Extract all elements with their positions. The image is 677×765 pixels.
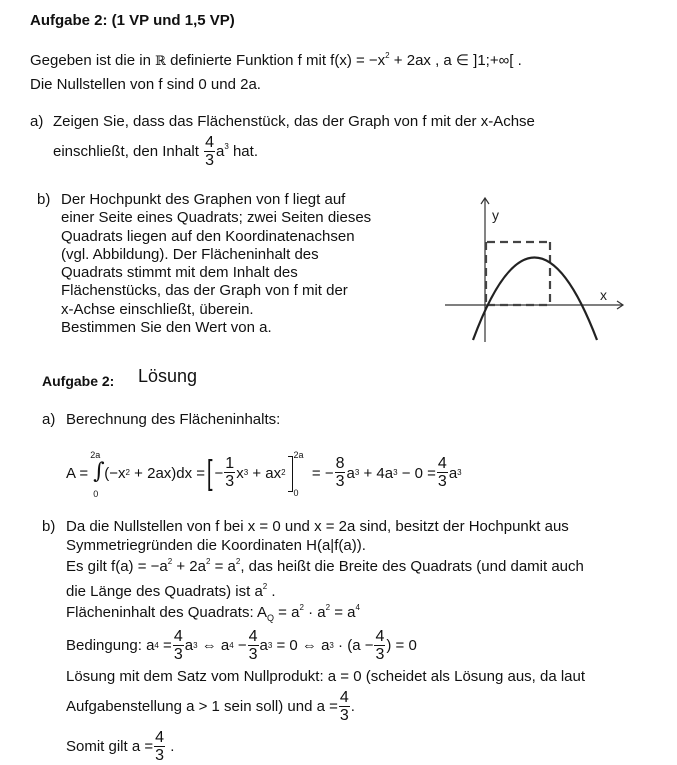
t5: − 0 =	[401, 464, 436, 482]
cond-eq: =	[163, 637, 172, 654]
frac-num: 4	[173, 628, 183, 645]
frac-den: 3	[335, 473, 345, 490]
intro-mid: definierte Funktion f mit	[170, 52, 326, 69]
frac-den: 3	[155, 747, 165, 764]
m1: = a	[278, 604, 300, 621]
task-b-line: Der Hochpunkt des Graphen von f liegt auf	[61, 191, 346, 208]
final-end: .	[170, 738, 175, 755]
task-b-label: b)	[37, 191, 51, 208]
task-a-label: a)	[30, 113, 44, 130]
line5-math	[257, 604, 360, 621]
line3-math	[111, 558, 240, 575]
fraction-4-3	[437, 456, 448, 490]
t6: a	[448, 464, 458, 482]
frac-num: 4	[437, 455, 447, 472]
solution-b-line4	[66, 583, 276, 601]
solution-heading: Aufgabe 2:	[42, 373, 115, 389]
e1: 2	[167, 557, 173, 566]
task-b-line: (vgl. Abbildung). Der Flächeninhalt des	[61, 245, 319, 263]
frac-num: 4	[205, 134, 214, 151]
integrand: (−x	[104, 464, 126, 482]
task-b-line: Flächenstücks, das der Graph von f mit der	[61, 282, 348, 300]
line4-math: a	[254, 583, 263, 600]
bracket-minus: −	[214, 464, 224, 482]
task-b-line: einer Seite eines Quadrats; zwei Seiten dieses	[61, 209, 372, 227]
solution-b-sol-line1: Lösung mit dem Satz vom Nullprodukt: a = 0 (scheidet als Lösung aus, da laut	[66, 668, 586, 685]
fraction-4-3	[204, 135, 215, 169]
parabola-curve	[473, 258, 597, 341]
fraction-4-3	[248, 629, 259, 663]
task-b-text	[61, 191, 371, 337]
fraction-4-3	[173, 629, 184, 663]
frac-num: 1	[225, 455, 235, 472]
fraction-4-3	[339, 690, 350, 724]
var-a: a	[216, 142, 225, 160]
aq-sub: Q	[266, 613, 274, 623]
solution-b-label: b)	[42, 518, 56, 535]
frac-num: 4	[155, 729, 165, 746]
frac-den: 3	[205, 152, 214, 169]
fraction-1-3	[224, 456, 235, 490]
solution-b-line1: Da die Nullstellen von f bei x = 0 und x = 2a sind, besitzt der Hochpunkt aus	[66, 518, 569, 535]
final-prefix: Somit gilt	[66, 738, 128, 755]
cond-minus: −	[237, 637, 247, 654]
y-axis-label: y	[492, 207, 499, 223]
left-bracket: [	[206, 454, 213, 492]
solution-b-line5	[66, 604, 360, 622]
intro-prefix: Gegeben ist die in	[30, 52, 151, 69]
t3: a	[346, 464, 355, 482]
sol-line2-prefix: Aufgabenstellung a > 1 sein soll) und	[66, 698, 313, 715]
frac-num: 4	[248, 628, 258, 645]
m3: = a	[334, 604, 356, 621]
frac-num: 8	[335, 455, 345, 472]
t4: + 4a	[363, 464, 394, 482]
solution-b-line2: Symmetriegründen die Koordinaten H(a|f(a)).	[66, 537, 366, 554]
condition-equation: Bedingung: a 4 = $\frac{4}{3}$ a 3 ⇔ a 4 − $\frac{4}{3}$ a 3 = 0 ⇔ a 3 · (a − $\frac{4}{3}$ ) = 0	[66, 628, 417, 663]
e2: 2	[205, 557, 211, 566]
integral-sign: ∫ 2a 0	[90, 450, 105, 499]
task-a-line2-suffix: hat.	[232, 142, 258, 160]
cond-label: Bedingung:	[66, 637, 142, 654]
task-b-line: x-Achse einschließt, überein.	[61, 300, 254, 318]
parabola-figure	[440, 190, 630, 350]
task-a-line2-prefix: einschließt, den Inhalt	[53, 142, 199, 160]
frac-den: 3	[375, 646, 385, 663]
aq: A	[256, 604, 267, 621]
line4-suffix: .	[271, 583, 276, 600]
fraction-8-3	[335, 456, 346, 490]
term1: x	[236, 464, 244, 482]
cond-paren: · (a −	[338, 637, 374, 654]
solution-a-label: a)	[42, 411, 56, 428]
task-zeros: Die Nullstellen von f sind 0 und 2a.	[30, 76, 261, 93]
line4-exp: 2	[262, 582, 268, 591]
task-a-line1: Zeigen Sie, dass das Flächenstück, das der Graph von f mit der x-Achse	[53, 113, 535, 130]
task-b-line: Bestimmen Sie den Wert von a.	[61, 319, 272, 337]
domain-of-a: a ∈ ]1;+∞[ .	[443, 52, 522, 69]
solution-a-text: Berechnung des Flächeninhalts:	[66, 411, 281, 428]
integrand-rest: + 2ax)dx =	[134, 464, 206, 482]
evaluation-bracket	[286, 450, 304, 498]
eq-lhs: A =	[66, 464, 89, 482]
task-title: Aufgabe 2: (1 VP und 1,5 VP)	[30, 12, 235, 29]
solution-heading-suffix: Lösung	[138, 366, 198, 386]
exp: 3	[224, 141, 229, 151]
eval-upper: 2a	[293, 450, 304, 460]
frac-num: 4	[339, 689, 349, 706]
frac-num: 4	[375, 628, 385, 645]
solution-b-final	[66, 729, 174, 765]
e2: 2	[325, 603, 331, 612]
solution-b-sol-line2	[66, 689, 355, 725]
m1: f(a) = −a	[111, 558, 168, 575]
m2: + 2a	[176, 558, 206, 575]
line3-prefix: Es gilt	[66, 558, 107, 575]
solution-b-line3	[66, 558, 584, 576]
cond-a: a	[146, 637, 155, 654]
frac-den: 3	[173, 646, 183, 663]
function-def-text: f(x) = −x	[330, 52, 386, 69]
line4-prefix: die Länge des Quadrats) ist	[66, 583, 251, 600]
e3: 2	[235, 557, 241, 566]
task-intro	[30, 52, 522, 71]
cond-iff1: ⇔ a	[201, 637, 230, 654]
eval-lower: 0	[293, 488, 299, 498]
task-a-line2	[53, 135, 258, 169]
task-b-line: Quadrats stimmt mit dem Inhalt des	[61, 264, 298, 282]
eq2: = −	[311, 464, 334, 482]
function-definition	[330, 52, 439, 69]
cond-a3: a	[184, 637, 194, 654]
m3: = a	[214, 558, 236, 575]
cond-zero: = 0 ⇔ a	[276, 637, 330, 654]
function-def-exp: 2	[385, 51, 390, 60]
sol-line2-end: .	[350, 698, 355, 715]
term2: + ax	[252, 464, 282, 482]
frac-den: 3	[339, 707, 349, 724]
integral-equation: A = ∫ 2a 0 (−x 2 + 2ax)dx = [ − $\frac{1}{3}$ x 3 + ax 2 2a 0 = − $\frac{8}{3}$ a 3 + 4a 3 − 0 = $\frac{4}{3}$ a 3	[66, 450, 462, 499]
frac-den: 3	[248, 646, 258, 663]
frac-den: 3	[437, 473, 447, 490]
int-upper: 2a	[90, 450, 101, 460]
function-def-rest: + 2ax ,	[393, 52, 440, 69]
line3-suffix: , das heißt die Breite des Quadrats (und damit auch	[240, 558, 584, 575]
cond-a3b: a	[259, 637, 268, 654]
sol-line2-math: a =	[316, 698, 338, 715]
cond-end: ) = 0	[386, 637, 417, 654]
int-lower: 0	[93, 489, 99, 499]
task-b-line: Quadrats liegen auf den Koordinatenachsen	[61, 227, 355, 245]
x-axis-label: x	[600, 287, 607, 303]
line5-prefix: Flächeninhalt des Quadrats:	[66, 604, 254, 621]
e3: 4	[355, 603, 360, 612]
m2: · a	[308, 604, 326, 621]
frac-den: 3	[225, 473, 235, 490]
final-math: a =	[131, 738, 154, 755]
fraction-4-3	[374, 629, 385, 663]
real-numbers-symbol: ℝ	[155, 54, 166, 69]
e1: 2	[299, 603, 304, 612]
